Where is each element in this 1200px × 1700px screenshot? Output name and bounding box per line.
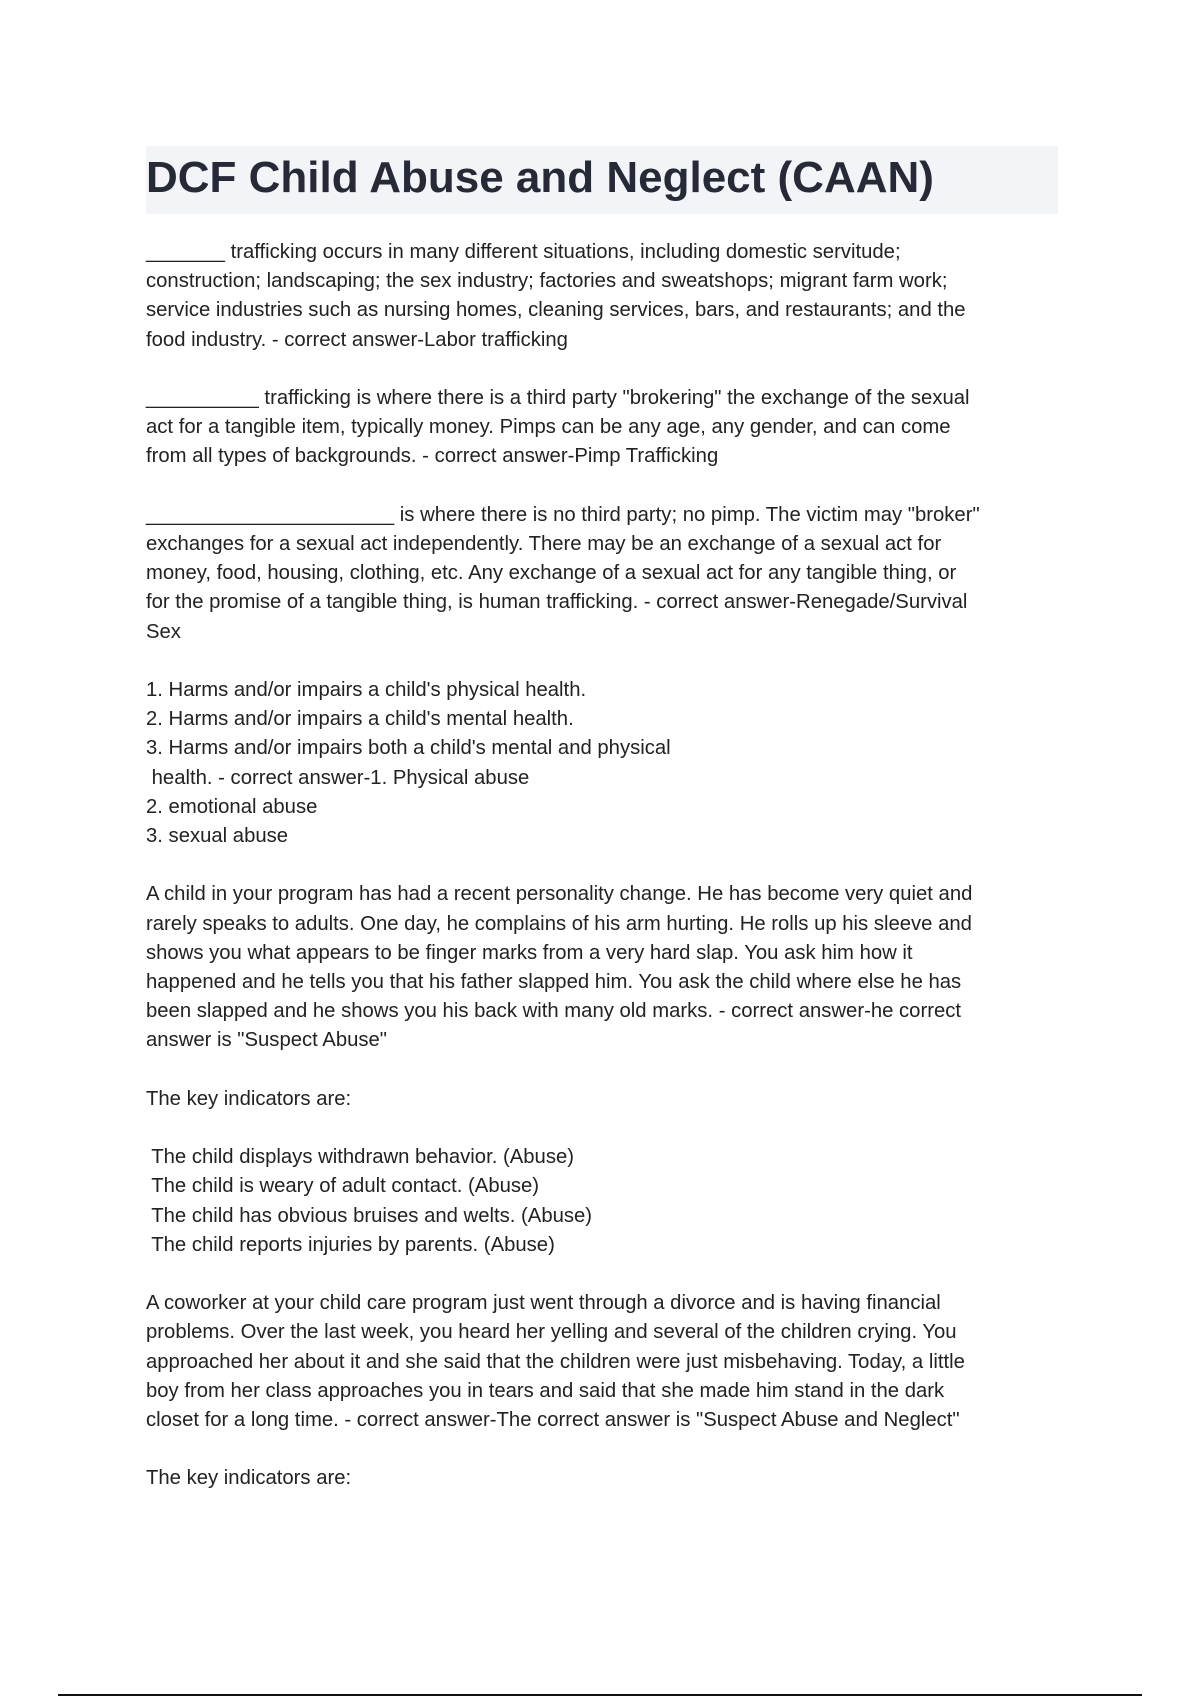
qa-paragraph: [146, 384, 1066, 472]
paragraph-line: closet for a long time. - correct answer-The correct answer is "Suspect Abuse and Neglect": [146, 1409, 960, 1432]
paragraph-line: money, food, housing, clothing, etc. Any exchange of a sexual act for any tangible thing, or: [146, 562, 957, 585]
paragraph-line: __________ trafficking is where there is a third party "brokering" the exchange of the sexual: [146, 387, 970, 409]
paragraph-line: been slapped and he shows you his back with many old marks. - correct answer-he correct: [146, 1000, 962, 1023]
paragraph-line: 2. Harms and/or impairs a child's mental health.: [146, 708, 574, 731]
paragraph-line: 3. Harms and/or impairs both a child's mental and physical: [146, 737, 671, 760]
paragraph-line: 2. emotional abuse: [146, 795, 318, 818]
paragraph-line: The child has obvious bruises and welts. (Abuse): [146, 1204, 593, 1227]
document-body: [146, 238, 1066, 1523]
qa-paragraph: [146, 1289, 1066, 1435]
qa-paragraph: [146, 238, 1066, 355]
paragraph-line: The child reports injuries by parents. (Abuse): [146, 1233, 555, 1256]
paragraph-line: The child is weary of adult contact. (Abuse): [146, 1175, 540, 1198]
qa-paragraph: [146, 880, 1066, 1055]
paragraph-line: act for a tangible item, typically money. Pimps can be any age, any gender, and can come: [146, 416, 951, 439]
paragraph-line: 1. Harms and/or impairs a child's physical health.: [146, 679, 587, 701]
qa-paragraph: [146, 1143, 1066, 1260]
title-banner: [146, 146, 1058, 214]
paragraph-line: construction; landscaping; the sex industry; factories and sweatshops; migrant farm work;: [146, 270, 948, 293]
paragraph-line: from all types of backgrounds. - correct answer-Pimp Trafficking: [146, 445, 719, 468]
paragraph-line: The key indicators are:: [146, 1087, 352, 1110]
paragraph-line: ______________________ is where there is no third party; no pimp. The victim may "broker": [146, 503, 980, 526]
paragraph-line: for the promise of a tangible thing, is human trafficking. - correct answer-Renegade/Survival: [146, 591, 968, 614]
paragraph-line: shows you what appears to be finger marks from a very hard slap. You ask him how it: [146, 941, 913, 964]
paragraph-line: health. - correct answer-1. Physical abuse: [146, 766, 530, 789]
qa-paragraph: [146, 1464, 1066, 1493]
paragraph-line: rarely speaks to adults. One day, he complains of his arm hurting. He rolls up his sleeve and: [146, 912, 972, 935]
qa-paragraph: [146, 501, 1066, 647]
paragraph-line: answer is "Suspect Abuse": [146, 1029, 387, 1052]
paragraph-line: food industry. - correct answer-Labor trafficking: [146, 328, 568, 351]
paragraph-line: service industries such as nursing homes, cleaning services, bars, and restaurants; and the: [146, 299, 966, 322]
paragraph-line: 3. sexual abuse: [146, 825, 289, 848]
paragraph-line: A coworker at your child care program just went through a divorce and is having financial: [146, 1292, 941, 1315]
paragraph-line: The child displays withdrawn behavior. (Abuse): [146, 1146, 575, 1169]
paragraph-line: Sex: [146, 620, 181, 643]
paragraph-line: exchanges for a sexual act independently. There may be an exchange of a sexual act for: [146, 533, 942, 555]
paragraph-line: happened and he tells you that his father slapped him. You ask the child where else he has: [146, 971, 962, 994]
paragraph-line: The key indicators are:: [146, 1467, 352, 1490]
paragraph-line: boy from her class approaches you in tears and said that she made him stand in the dark: [146, 1379, 945, 1402]
footer-divider: [58, 1694, 1142, 1696]
qa-paragraph: [146, 676, 1066, 851]
paragraph-line: problems. Over the last week, you heard her yelling and several of the children crying. You: [146, 1321, 957, 1344]
paragraph-line: A child in your program has had a recent personality change. He has become very quiet and: [146, 883, 973, 906]
qa-paragraph: [146, 1085, 1066, 1114]
paragraph-line: _______ trafficking occurs in many different situations, including domestic servitude;: [146, 241, 901, 263]
paragraph-line: approached her about it and she said that the children were just misbehaving. Today, a little: [146, 1350, 965, 1373]
page-title: DCF Child Abuse and Neglect (CAAN): [146, 153, 934, 202]
